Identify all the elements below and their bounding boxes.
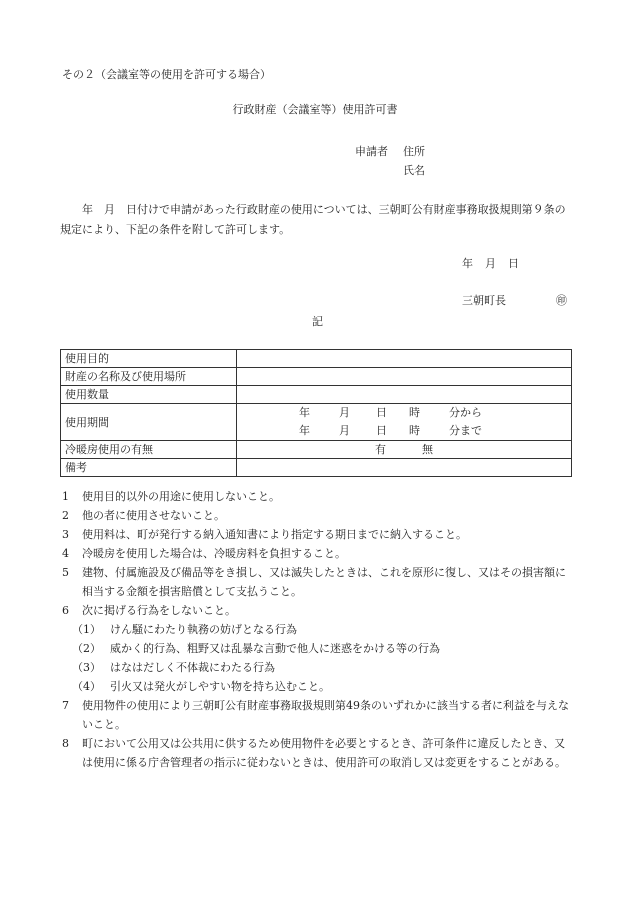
period-to: [241, 422, 567, 440]
ac-yes: 有: [375, 443, 386, 456]
property-label: 財産の名称及び使用場所: [61, 368, 237, 386]
sub-condition-text: けん騒にわたり執務の妨げとなる行為: [110, 623, 297, 636]
remarks-label: 備考: [61, 459, 237, 477]
condition-text: 他の者に使用させないこと。: [82, 509, 225, 522]
condition-number: 6: [62, 604, 69, 617]
condition-number: 4: [62, 547, 69, 560]
property-value: [237, 368, 572, 386]
condition-text: 使用目的以外の用途に使用しないこと。: [82, 490, 280, 503]
date-year: 年: [462, 257, 473, 270]
sub-condition-number: （1）: [72, 623, 101, 636]
condition-number: 1: [62, 490, 69, 503]
condition-number: 2: [62, 509, 69, 522]
quantity-label: 使用数量: [61, 386, 237, 404]
condition-number: 7: [62, 699, 69, 712]
address-label: 住所: [403, 145, 425, 158]
seal-mark: ㊞: [556, 294, 567, 307]
sub-condition-number: （2）: [72, 642, 101, 655]
period-to-year: 年: [299, 424, 310, 437]
table-row: [61, 350, 572, 368]
ac-label: 冷暖房使用の有無: [61, 441, 237, 459]
applicant-label: 申請者: [355, 145, 388, 158]
sub-condition-number: （4）: [72, 680, 101, 693]
sub-condition-text: 威かく的行為、粗野又は乱暴な言動で他人に迷惑をかける等の行為: [110, 642, 440, 655]
list-item: [60, 544, 576, 563]
ac-value: [237, 441, 572, 459]
list-item: [60, 525, 576, 544]
period-from-year: 年: [299, 406, 310, 419]
section-label: その２（会議室等の使用を許可する場合）: [62, 68, 271, 81]
list-item: [60, 658, 576, 677]
condition-text: 冷暖房を使用した場合は、冷暖房料を負担すること。: [82, 547, 346, 560]
condition-text: 使用料は、町が発行する納入通知書により指定する期日までに納入すること。: [82, 528, 467, 541]
sub-condition-text: はなはだしく不体裁にわたる行為: [110, 661, 275, 674]
period-from-day: 日: [376, 406, 387, 419]
purpose-label: 使用目的: [61, 350, 237, 368]
date-day: 日: [508, 257, 519, 270]
sub-condition-number: （3）: [72, 661, 101, 674]
issuer-title: 三朝町長: [462, 294, 506, 307]
condition-text: 使用物件の使用により三朝町公有財産事務取扱規則第49条のいずれかに該当する者に利益を与えないこと。: [82, 699, 569, 731]
list-item: [60, 677, 576, 696]
usage-info-table: [60, 349, 572, 477]
period-from-hour: 時: [409, 406, 420, 419]
period-to-hour: 時: [409, 424, 420, 437]
period-from: [241, 404, 567, 422]
table-row: [61, 459, 572, 477]
period-to-month: 月: [339, 424, 350, 437]
table-row: [61, 441, 572, 459]
sub-condition-text: 引火又は発火がしやすい物を持ち込むこと。: [110, 680, 330, 693]
condition-number: 5: [62, 566, 69, 579]
list-item: [60, 696, 576, 734]
period-label: 使用期間: [61, 404, 237, 441]
list-item: [60, 639, 576, 658]
table-row: [61, 368, 572, 386]
permission-body-text: 年 月 日付けで申請があった行政財産の使用については、三朝町公有財産事務取扱規則第９条の規定により、下記の条件を附して許可します。: [60, 203, 566, 236]
purpose-value: [237, 350, 572, 368]
table-row: [61, 386, 572, 404]
document-title: 行政財産（会議室等）使用許可書: [232, 103, 398, 116]
remarks-value: [237, 459, 572, 477]
period-from-minute: 分から: [449, 406, 482, 419]
period-to-day: 日: [376, 424, 387, 437]
list-item: [60, 620, 576, 639]
issue-date: [462, 258, 531, 269]
condition-text: 建物、付属施設及び備品等をき損し、又は滅失したときは、これを原形に復し、又はその損害額に相当する金額を損害賠償として支払うこと。: [82, 566, 566, 598]
conditions-list: [60, 487, 576, 772]
table-row: [61, 404, 572, 441]
ac-no: 無: [422, 443, 433, 456]
list-item: [60, 487, 576, 506]
condition-text: 町において公用又は公共用に供するため使用物件を必要とするとき、許可条件に違反したとき、又は使用に係る庁舎管理者の指示に従わないときは、使用許可の取消し又は変更をすることがある。: [82, 737, 566, 769]
list-item: [60, 563, 576, 601]
date-month: 月: [485, 257, 496, 270]
period-to-minute: 分まで: [449, 424, 482, 437]
list-item: [60, 506, 576, 525]
condition-text: 次に掲げる行為をしないこと。: [82, 604, 236, 617]
quantity-value: [237, 386, 572, 404]
ki-heading: 記: [312, 315, 323, 328]
period-from-month: 月: [339, 406, 350, 419]
list-item: [60, 734, 576, 772]
condition-number: 8: [62, 737, 69, 750]
period-value: [237, 404, 572, 441]
condition-number: 3: [62, 528, 69, 541]
name-label: 氏名: [403, 164, 425, 177]
list-item: [60, 601, 576, 620]
